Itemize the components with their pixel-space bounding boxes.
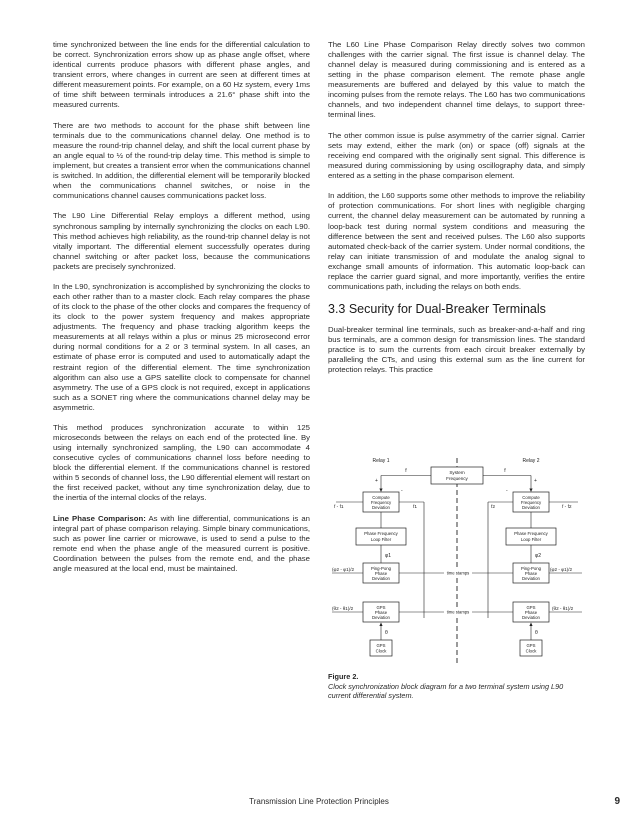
left-paragraph-1: time synchronized between the line ends for the differential calculation to be correct. Synchronization errors show up as phase angle offset, where identical currents produce phasors with different phase angles, and transient errors, where changes in current are seen at different times at different measurement points. For example, on a 60 Hz system, every 1ms of time shift between terminals introduces a 21.6° phase shift into the measured currents. xyxy=(53,40,310,110)
box-text: Deviation xyxy=(372,615,390,620)
box-text: Phase xyxy=(374,610,388,615)
box-text: GPS xyxy=(526,643,536,648)
f2-label: f2 xyxy=(491,505,496,510)
right-paragraph-4: Dual-breaker terminal line terminals, such as breaker-and-a-half and ring bus terminals, are a common design for transmission lines. The standard practice is to sum the currents from each circuit breaker externally by paralleling the CTs, and using this external sum as the line current for protection relays. This practice xyxy=(328,325,585,375)
box-text: Phase Frequency xyxy=(364,531,398,536)
box-text: Deviation xyxy=(522,505,540,510)
run-in-heading: Line Phase Comparison: xyxy=(53,513,146,523)
figure-caption xyxy=(328,672,586,701)
figure-caption-text: Clock synchronization block diagram for a two terminal system using L90 current differential system. xyxy=(328,681,564,701)
arrowhead xyxy=(529,489,532,493)
minus-right: - xyxy=(506,488,508,494)
box-text: Phase xyxy=(374,571,388,576)
relay2-label: Relay 2 xyxy=(522,458,540,464)
system-frequency-line2: Frequency xyxy=(446,476,468,481)
box-text: Phase xyxy=(524,610,538,615)
box-text: Deviation xyxy=(522,576,540,581)
arrowhead xyxy=(379,623,382,627)
left-paragraph-5: This method produces synchronization accurate to within 125 microseconds between the relays on each end of the protected line. By using internally synchronized sampling, the L90 can accommodate 4 consecutive cycles of communications channel loss before needing to block the differential element. If the communications channel is restored within 5 seconds of channel loss, the L90 differential element will restart on the first received packet, without any time synchronization delay, due to the inertia of the internal clocks of the relays. xyxy=(53,423,310,503)
figure-caption-title: Figure 2. xyxy=(328,672,359,681)
left-paragraph-6-text: As with line differential, communications is an integral part of phase comparison relaying. Simple binary communications, such as power line carrier or microwave, is used to send a pulse to the remote end when the phase angle of the measured current is positive. Coordination between the pulses from the remote end, and the phase angle measured at the local end, must be maintained. xyxy=(53,513,310,574)
box-text: Loop Filter xyxy=(370,537,392,542)
minus-left: - xyxy=(401,488,403,494)
left-paragraph-4: In the L90, synchronization is accomplished by synchronizing the clocks to each other rather than to a master clock. Each relay compares the phase of its clock to the phase of the other clocks and compares the frequency of its clock to the power system frequency and makes appropriate adjustments. The frequency and phase tracking algorithm keeps the measurements at all relays within a plus or minus 25 microsecond error during normal conditions for a 2 or 3 terminal system. In all cases, an estimate of phase error is computed and used to automatically adapt the restraint region of the differential element. The time synchronization algorithm can also use a GPS satellite clock to compensate for channel asymmetry. The use of a GPS clock is not required, except in applications such as a SONET ring where the communications channel delay may be asymmetric. xyxy=(53,282,310,412)
page-number: 9 xyxy=(614,796,620,807)
relay1-label: Relay 1 xyxy=(372,458,390,464)
phase-expr-right: (φ2 - φ1)/2 xyxy=(550,567,573,572)
box-text: Deviation xyxy=(372,505,390,510)
phi1-label: φ1 xyxy=(385,553,392,559)
box-text: Phase xyxy=(524,571,538,576)
box-text: Clock xyxy=(375,648,387,654)
f-minus-f2-label: f - f2 xyxy=(562,505,572,510)
phi2-label: φ2 xyxy=(535,553,542,559)
right-paragraph-3: In addition, the L60 supports some other methods to improve the reliability of protection communications. For short lines with negligible charging current, the channel delay measurement can be automated by running a loop-back test during normal system conditions and measuring the difference between the sent and received pulses. The L60 also supports automated check-back of the carrier system. Under normal conditions, the relay can initiate transmission of and modulate the analog signal to exchange small amounts of information. This automatic loop-back can replace the carrier guard signal, and more importantly, verifies the entire communications path, including the relays on both ends. xyxy=(328,191,585,291)
left-paragraph-3: The L90 Line Differential Relay employs a different method, using synchronous sampling by internally synchronizing the clocks on each L90. This method achieves high reliability, as the round-trip channel delay is not vitally important. The differential element successfully operates during channel switching or after packet loss, because the communications packets are precisely synchronized. xyxy=(53,211,310,271)
box-text: Ping-Pong xyxy=(520,566,542,571)
box-text: Clock xyxy=(525,648,537,654)
box-text: Deviation xyxy=(372,576,390,581)
gps-expr-left: (θ2 - θ1)/2 xyxy=(332,606,354,611)
box-text: GPS xyxy=(526,605,536,610)
phase-expr-left: (φ2 - φ1)/2 xyxy=(332,567,355,572)
footer-title: Transmission Line Protection Principles xyxy=(249,797,389,806)
theta-right: θ xyxy=(535,630,538,636)
box-text: Deviation xyxy=(522,615,540,620)
plus-right: + xyxy=(534,478,537,484)
f-minus-f1-label: f - f1 xyxy=(334,505,344,510)
system-frequency-line1: System xyxy=(449,470,465,475)
f-label-right: f xyxy=(504,468,506,474)
section-heading: 3.3 Security for Dual-Breaker Terminals xyxy=(328,302,546,317)
right-column xyxy=(328,40,585,386)
box-text: Frequency xyxy=(370,500,392,505)
theta-left: θ xyxy=(385,630,388,636)
left-paragraph-6 xyxy=(53,514,310,574)
time-stamps-label-2: time stamps xyxy=(446,609,470,615)
box-text: Compute xyxy=(522,495,540,500)
clock-sync-diagram xyxy=(328,452,586,667)
page-footer xyxy=(0,797,638,811)
right-paragraph-1: The L60 Line Phase Comparison Relay directly solves two common challenges with the carrier signal. The first issue is channel delay. The channel delay is measured during commissioning and is entered as a setting in the phase comparison element. The remote phase angle measurements are buffered and delayed by this value to match the incoming pulses from the remote relays. The L60 has two communications channels, and two independent channel time delays, to support three-terminal lines. xyxy=(328,40,585,120)
box-text: Ping-Pong xyxy=(370,566,392,571)
left-column xyxy=(53,40,310,585)
box-text: GPS xyxy=(376,643,386,648)
box-text: GPS xyxy=(376,605,386,610)
arrowhead xyxy=(529,623,532,627)
f-label-left: f xyxy=(405,468,407,474)
time-stamps-label-1: time stamps xyxy=(446,570,470,576)
right-paragraph-2: The other common issue is pulse asymmetry of the carrier signal. Carrier sets may extend, either the mark (on) or space (off) signals at the receiving end compared with the originally sent signal. This difference is measured during commissioning by using oscillography data, and simply entered as a setting in the phase comparison element. xyxy=(328,130,585,180)
gps-expr-right: (θ2 - θ1)/2 xyxy=(552,606,574,611)
f1-label: f1 xyxy=(413,505,418,510)
box-text: Frequency xyxy=(520,500,542,505)
plus-left: + xyxy=(375,478,378,484)
box-text: Compute xyxy=(372,495,390,500)
box-text: Phase Frequency xyxy=(514,531,548,536)
box-text: Loop Filter xyxy=(520,537,542,542)
diagram-svg xyxy=(328,452,586,667)
left-paragraph-2: There are two methods to account for the phase shift between line terminals due to the communications channel delay. One method is to measure the round-trip channel delay, and shift the local current phase by an angle equal to ½ of the round-trip delay time. This method is simple to implement, but creates a transient error when the communications channel is switched. In addition, the differential element will be temporarily blocked when the communications channel switches, or noise in the communications channel causes communications packet loss. xyxy=(53,120,310,201)
arrowhead xyxy=(379,489,382,493)
